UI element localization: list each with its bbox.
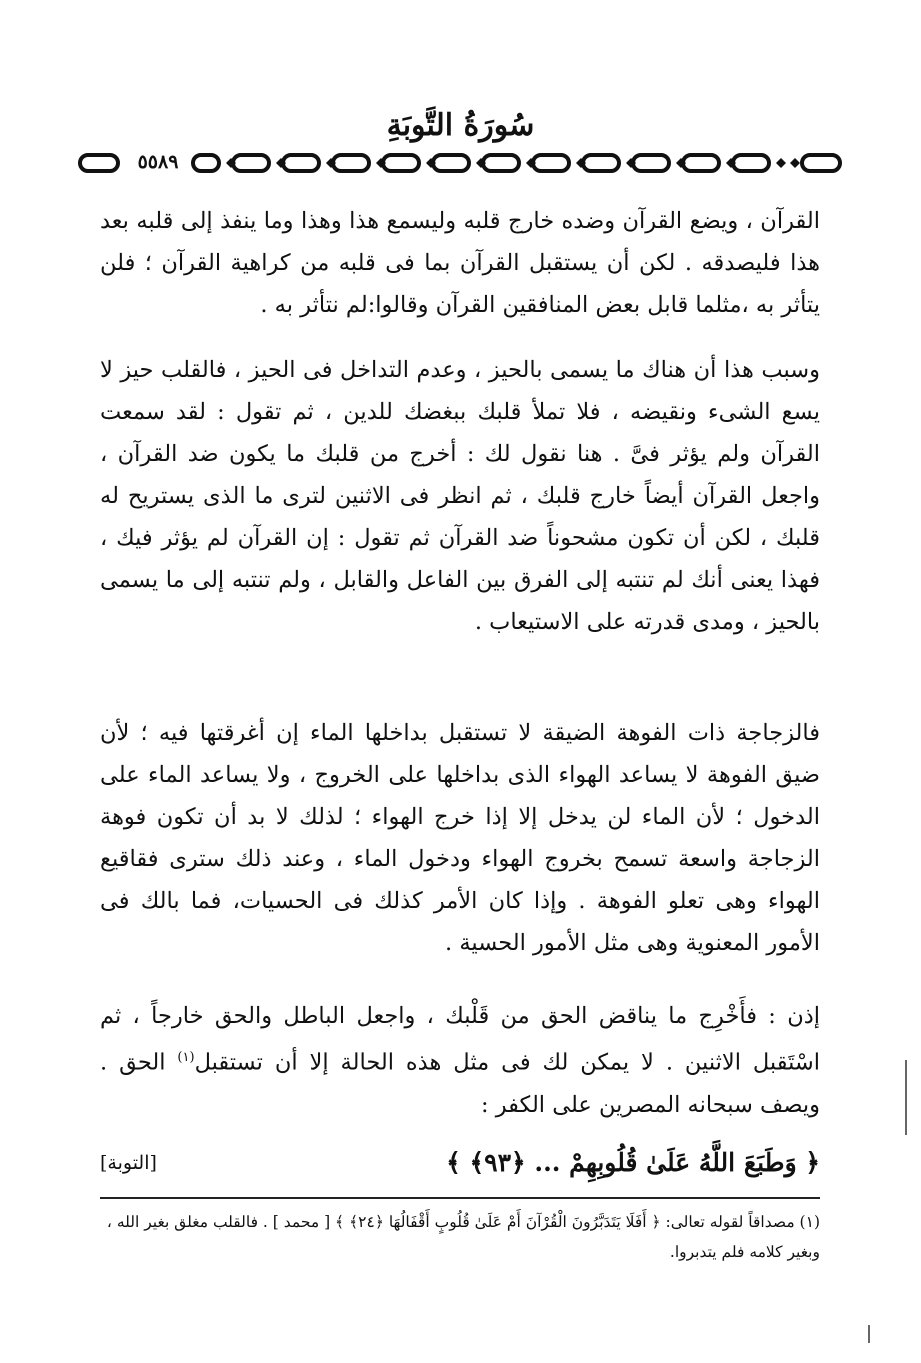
paragraph-4 xyxy=(100,995,820,1126)
footnote-separator xyxy=(100,1197,820,1199)
verse-line xyxy=(100,1140,820,1186)
ornament-border xyxy=(78,148,843,178)
surah-title: سُورَةُ التَّوبَةِ xyxy=(386,108,535,143)
footnote-marker[interactable]: (١) xyxy=(177,1050,195,1065)
quran-verse: ﴿ وَطَبَعَ اللَّهُ عَلَىٰ قُلُوبِهِمْ ... ﴿٩٣﴾ ﴾ xyxy=(446,1148,820,1177)
page-number: ٥٥٨٩ xyxy=(128,147,188,177)
paragraph-4-text: إذن : فأَخْرِج ما يناقض الحق من قَلْبك ، واجعل الباطل والحق خارجاً ، ثم اسْتَقبل الاثنين . لا يمكن لك فى مثل هذه الحالة إلا أن تستقبل xyxy=(100,1003,820,1076)
paragraph-4-tail: الحق . ويصف سبحانه المصرين على الكفر : xyxy=(100,1049,820,1118)
scan-margin-mark xyxy=(905,1060,907,1135)
verse-reference: [التوبة] xyxy=(100,1152,157,1174)
paragraph-1: القرآن ، ويضع القرآن وضده خارج قلبه وليسمع هذا وهذا وما ينفذ إلى قلبه بعد هذا فليصدقه . لكن أن يستقبل القرآن بما فى قلبه من كراهية القرآن ؛ فلن يتأثر به ،مثلما قابل بعض المنافقين القرآن وقالوا:لم نتأثر به . xyxy=(100,208,820,318)
footnote: (١) مصداقاً لقوله تعالى: ﴿ أَفَلَا يَتَدَبَّرُونَ الْقُرْآنَ أَمْ عَلَىٰ قُلُوبٍ أَقْفَالُهَا ﴿٢٤﴾ ﴾ [ محمد ] . فالقلب مغلق بغير الله ، وبغير كلامه فلم يتدبروا. xyxy=(106,1213,820,1261)
paragraph-3: فالزجاجة ذات الفوهة الضيقة لا تستقبل بداخلها الماء إن أغرقتها فيه ؛ لأن ضيق الفوهة لا يساعد الهواء الذى بداخلها على الخروج ، ولا يساعد الماء على الدخول ؛ لأن الماء لن يدخل إلا إذا خرج الهواء ؛ لذلك لا بد أن تكون فوهة الزجاجة واسعة تسمح بخروج الهواء ودخول الماء ، وعند ذلك سترى فقاقيع الهواء وهى تعلو الفوهة . وإذا كان الأمر كذلك فى الحسيات، فما بالك فى الأمور المعنوية وهى مثل الأمور الحسية . xyxy=(100,720,820,956)
paragraph-2: وسبب هذا أن هناك ما يسمى بالحيز ، وعدم التداخل فى الحيز ، فالقلب حيز لا يسع الشىء ونقيضه ، فلا تملأ قلبك ببغضك للدين ، ثم تقول : لقد سمعت القرآن ولم يؤثر فىَّ . هنا نقول لك : أخرج من قلبك ما يكون ضد القرآن ، واجعل القرآن أيضاً خارج قلبك ، ثم انظر فى الاثنين لترى ما الذى يستريح له قلبك ، لكن أن تكون مشحوناً ضد القرآن ثم تقول : إن القرآن لم يؤثر فيك ، فهذا يعنى أنك لم تنتبه إلى الفرق بين الفاعل والقابل ، ولم تنتبه إلى ما يسمى بالحيز ، ومدى قدرته على الاستيعاب . xyxy=(100,357,820,635)
scan-margin-mark xyxy=(868,1325,870,1343)
